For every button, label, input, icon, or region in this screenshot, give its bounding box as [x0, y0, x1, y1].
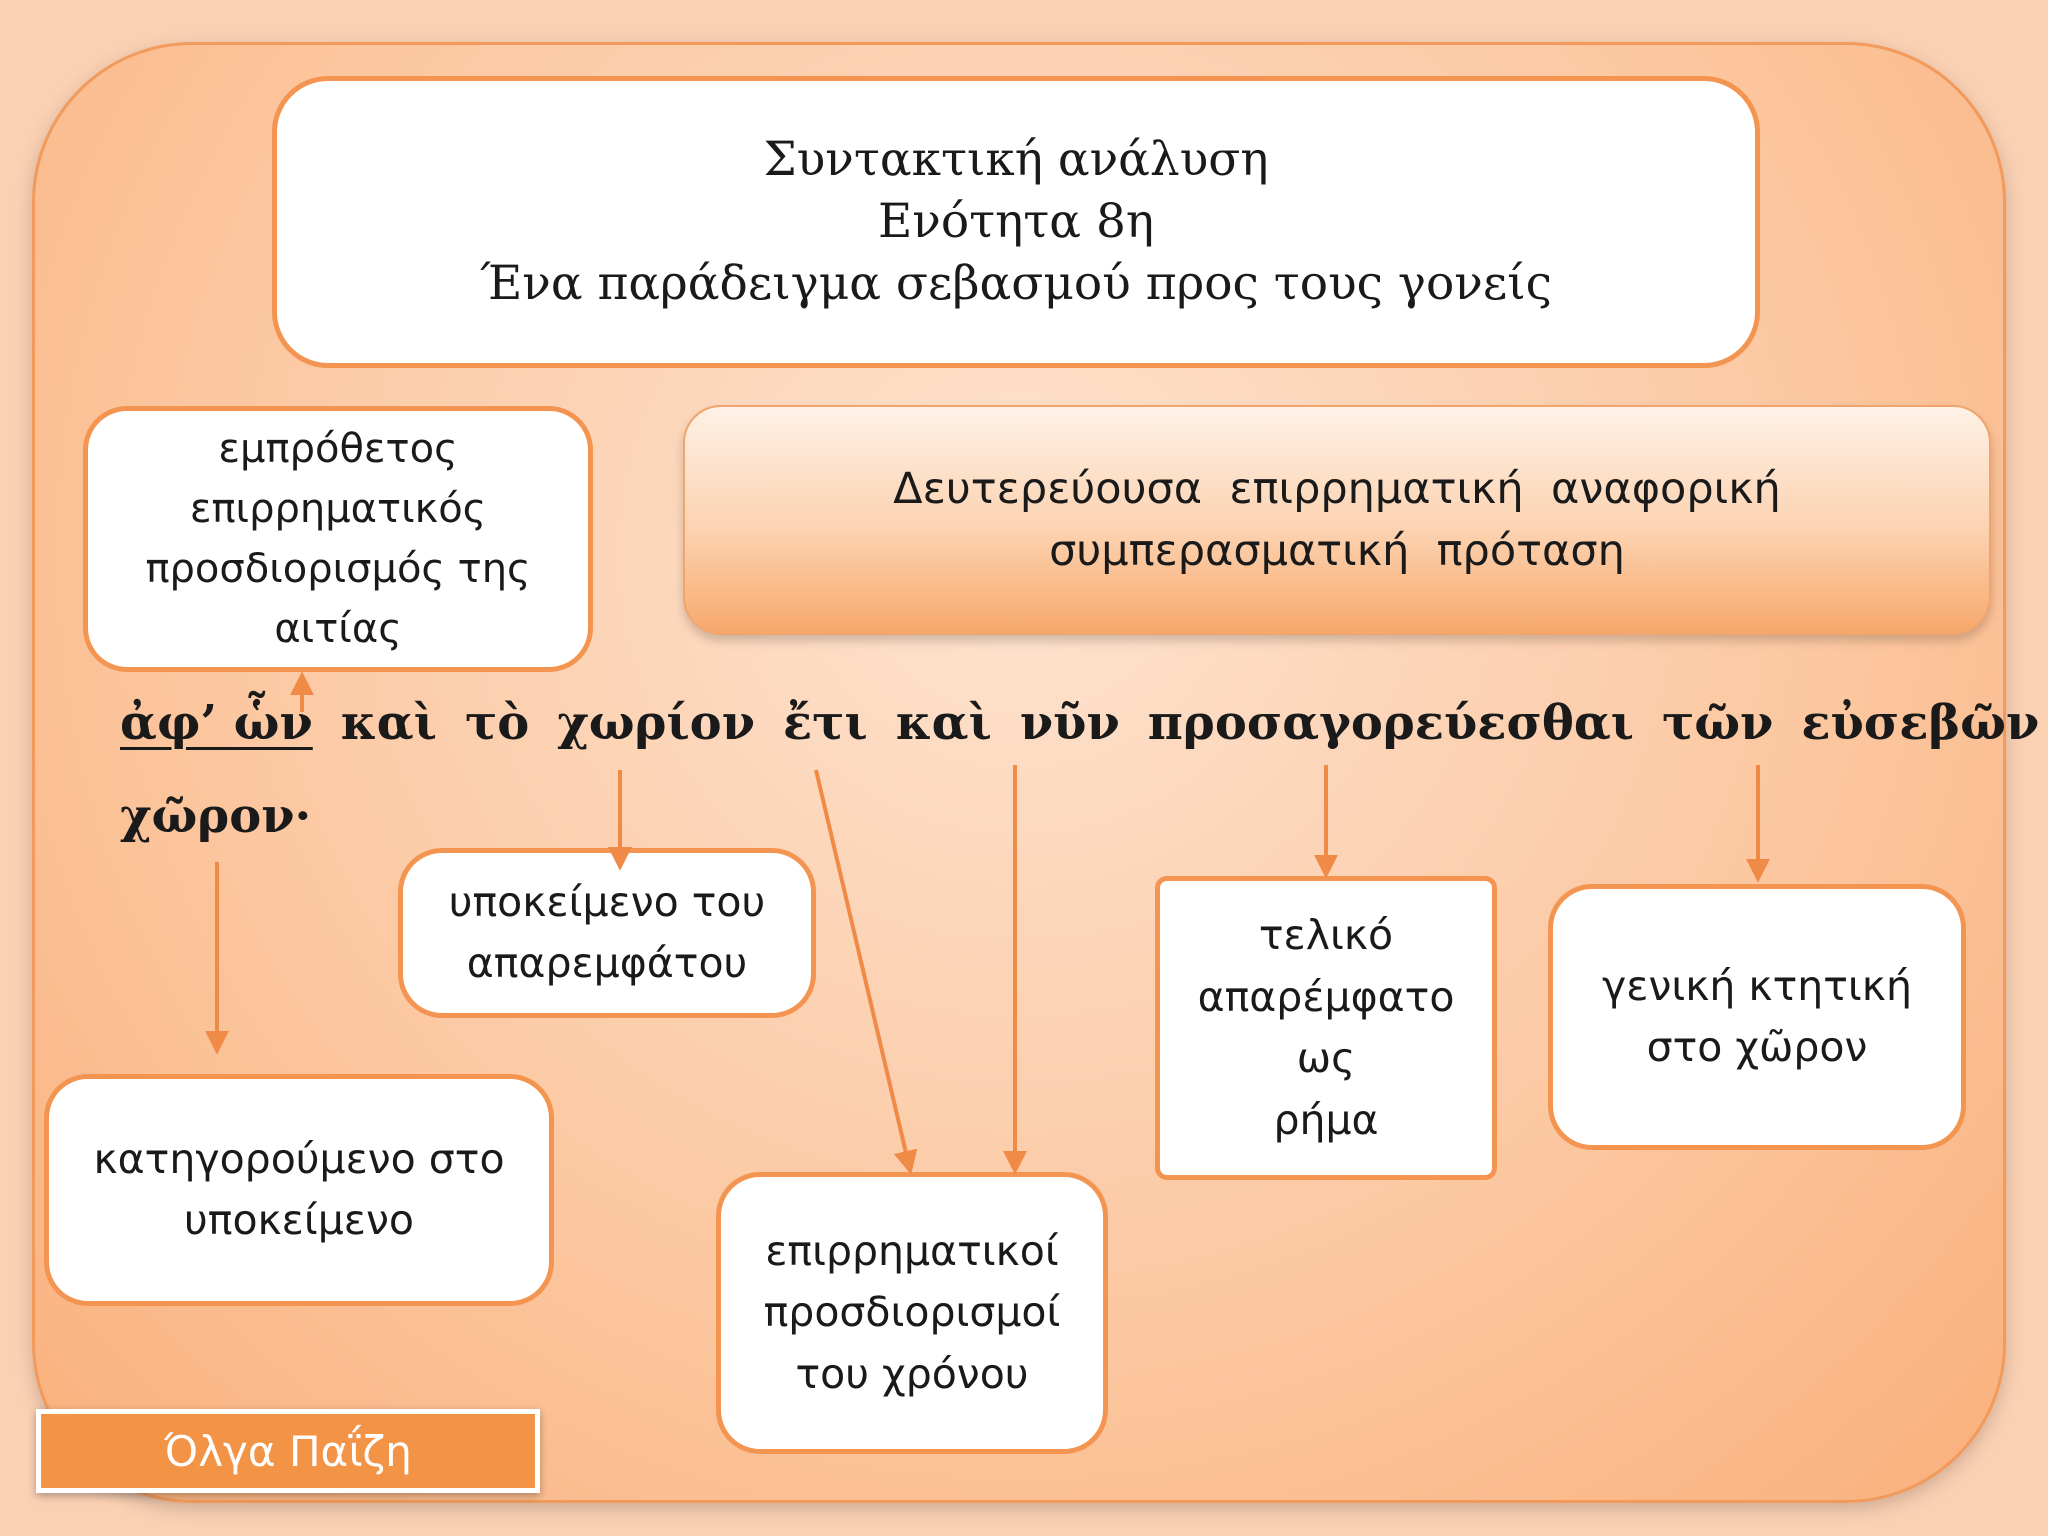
annotation-line: προσδιορισμοί: [763, 1288, 1061, 1337]
word-chorion: χωρίον: [557, 695, 755, 751]
annotation-line: γενική κτητική: [1602, 961, 1912, 1010]
annotation-line: επιρρηματικοί: [765, 1226, 1059, 1275]
word-to: τὸ: [464, 695, 530, 751]
word-kai-2: καὶ: [895, 695, 992, 751]
clause-line-2: συμπερασματική πρόταση: [1049, 526, 1625, 576]
annotation-line: εμπρόθετος: [218, 426, 458, 472]
annotation-line: υποκείμενο: [184, 1196, 414, 1244]
clause-line-1: Δευτερεύουσα επιρρηματική αναφορική: [893, 463, 1781, 514]
word-eti: ἔτι: [783, 695, 868, 751]
annotation-line: απαρέμφατο: [1197, 972, 1455, 1021]
word-eusebon: εὐσεβῶν: [1801, 695, 2040, 751]
annotation-line: επιρρηματικός: [189, 486, 487, 532]
annotation-line: προσδιορισμός της: [145, 546, 531, 592]
annotation-line: του χρόνου: [795, 1349, 1029, 1398]
annotation-line: τελικό: [1258, 911, 1394, 959]
annotation-line: απαρεμφάτου: [466, 939, 748, 987]
annotation-line: υποκείμενο του: [448, 877, 766, 926]
word-kai: καὶ: [340, 695, 437, 751]
title-line-3: Ένα παράδειγμα σεβασμού προς τους γονείς: [480, 256, 1552, 312]
word-prosagoreuesthai: προσαγορεύεσθαι: [1147, 695, 1635, 751]
word-nyn: νῦν: [1019, 695, 1120, 751]
arrow-eti-to-temporal: [816, 770, 910, 1170]
annotation-line: ρήμα: [1273, 1095, 1379, 1144]
title-line-1: Συντακτική ανάλυση: [763, 131, 1269, 187]
annotation-line: αιτίας: [274, 606, 402, 652]
author-label: Όλγα Παΐζη: [36, 1409, 540, 1493]
word-ton: τῶν: [1662, 695, 1774, 751]
annotation-line: στο χῶρον: [1646, 1023, 1868, 1071]
annotation-line: ως: [1296, 1034, 1356, 1082]
annotation-line: κατηγορούμενο στο: [93, 1134, 505, 1183]
title-line-2: Ενότητα 8η: [877, 193, 1155, 249]
word-choron: χῶρον·: [120, 788, 312, 844]
word-af-on: ἀφ’ ὧν: [120, 695, 313, 751]
